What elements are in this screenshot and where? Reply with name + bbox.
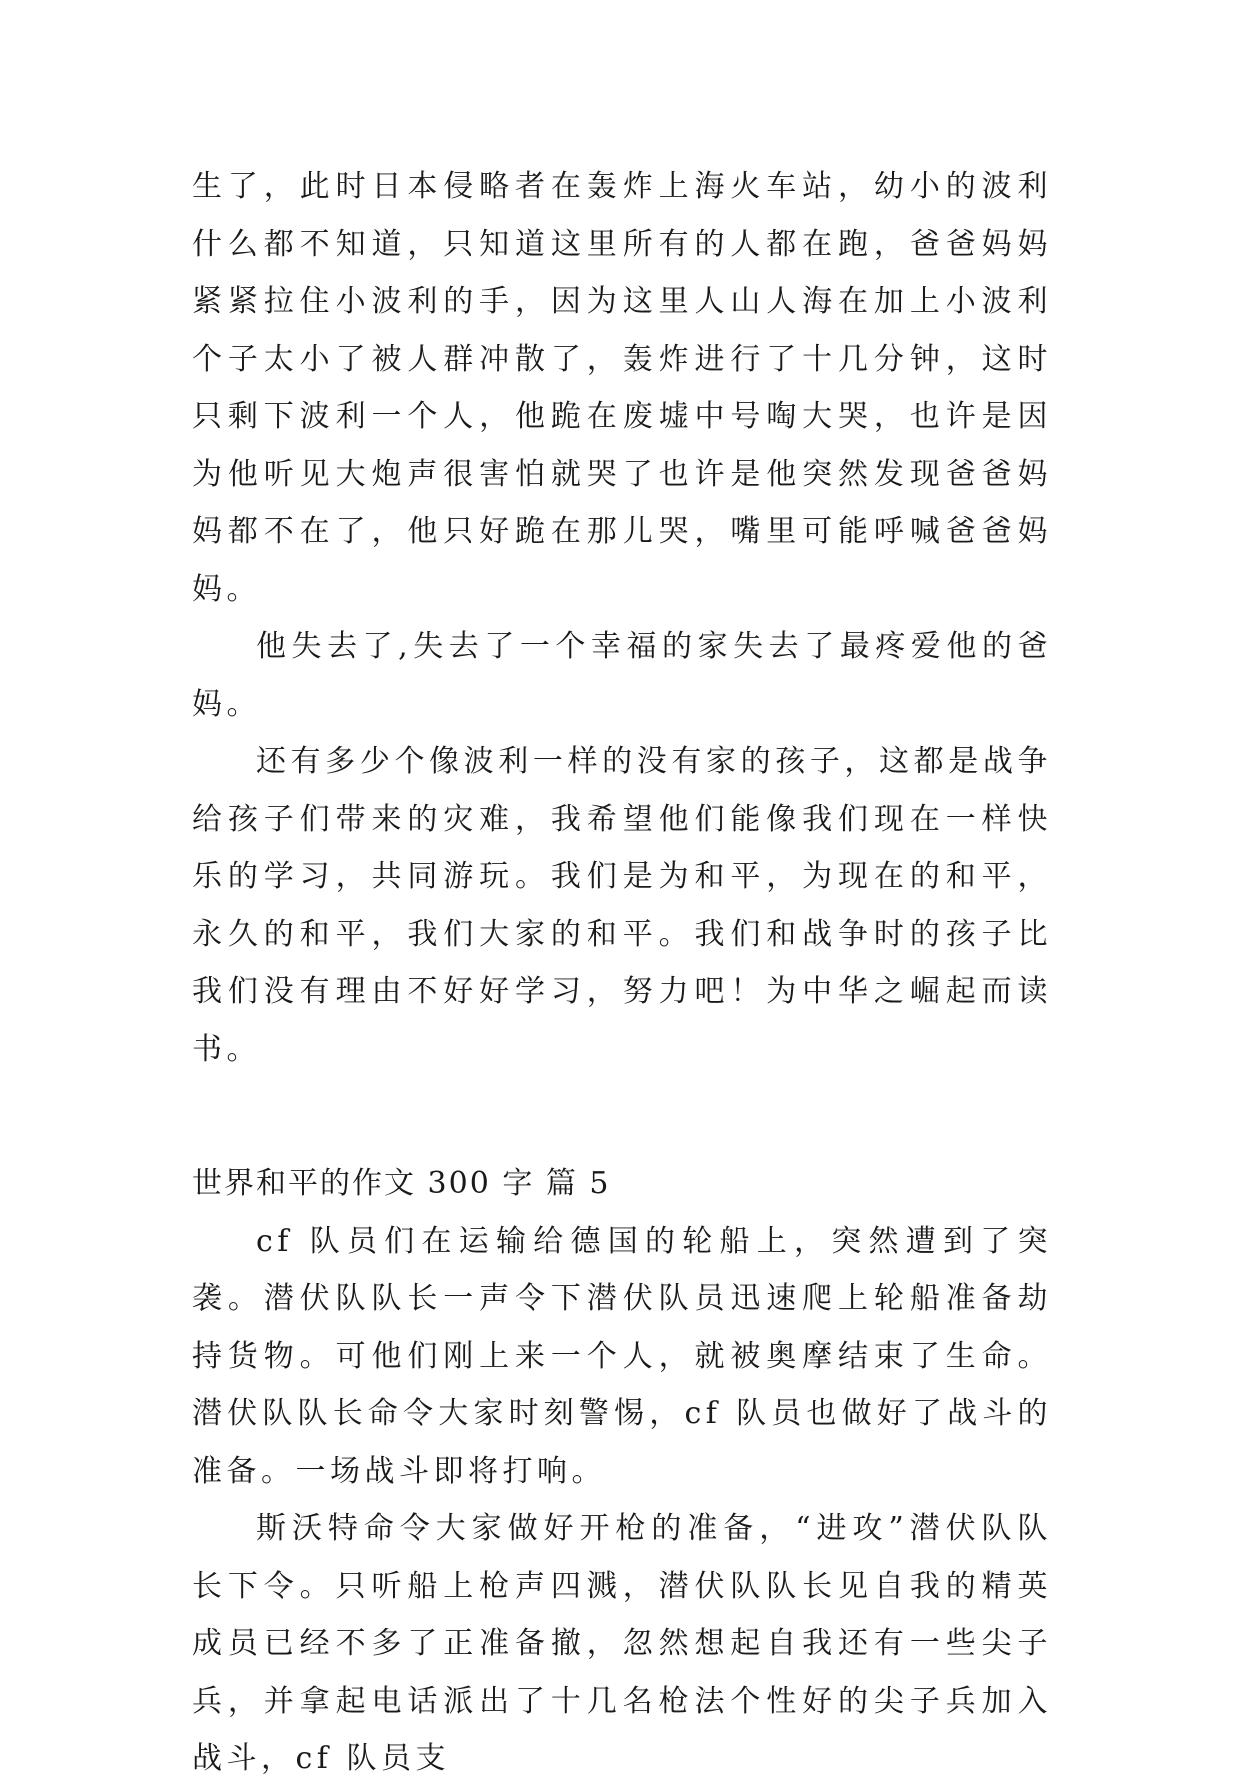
paragraph-continued: 生了，此时日本侵略者在轰炸上海火车站，幼小的波利什么都不知道，只知道这里所有的人都在跑，爸爸妈妈紧紧拉住小波利的手，因为这里人山人海在加上小波利个子太小了被人群冲散了，轰炸进行了十几分钟，这时只剩下波利一个人，他跪在废墟中号啕大哭，也许是因为他听见大炮声很害怕就哭了也许是他突然发现爸爸妈妈都不在了，他只好跪在那儿哭，嘴里可能呼喊爸爸妈妈。 (192, 169, 1052, 607)
section-heading: 世界和平的作文 300 字 篇 5 (192, 1166, 611, 1201)
paragraph: 还有多少个像波利一样的没有家的孩子，这都是战争给孩子们带来的灾难，我希望他们能像我们现在一样快乐的学习，共同游玩。我们是为和平，为现在的和平，永久的和平，我们大家的和平。我们和战争时的孩子比我们没有理由不好好学习，努力吧！为中华之崛起而读书。 (192, 744, 1052, 1067)
paragraph: cf 队员们在运输给德国的轮船上，突然遭到了突袭。潜伏队队长一声令下潜伏队员迅速爬上轮船准备劫持货物。可他们刚上来一个人，就被奥摩结束了生命。潜伏队队长命令大家时刻警惕，cf 队员也做好了战斗的准备。一场战斗即将打响。 (192, 1223, 1052, 1489)
document-body (192, 158, 1052, 1788)
paragraph: 他失去了,失去了一个幸福的家失去了最疼爱他的爸妈。 (192, 629, 1052, 722)
paragraph: 斯沃特命令大家做好开枪的准备，“进攻”潜伏队队长下令。只听船上枪声四溅，潜伏队队长见自我的精英成员已经不多了正准备撤，忽然想起自我还有一些尖子兵，并拿起电话派出了十几名枪法个性好的尖子兵加入战斗，cf 队员支 (192, 1511, 1052, 1776)
